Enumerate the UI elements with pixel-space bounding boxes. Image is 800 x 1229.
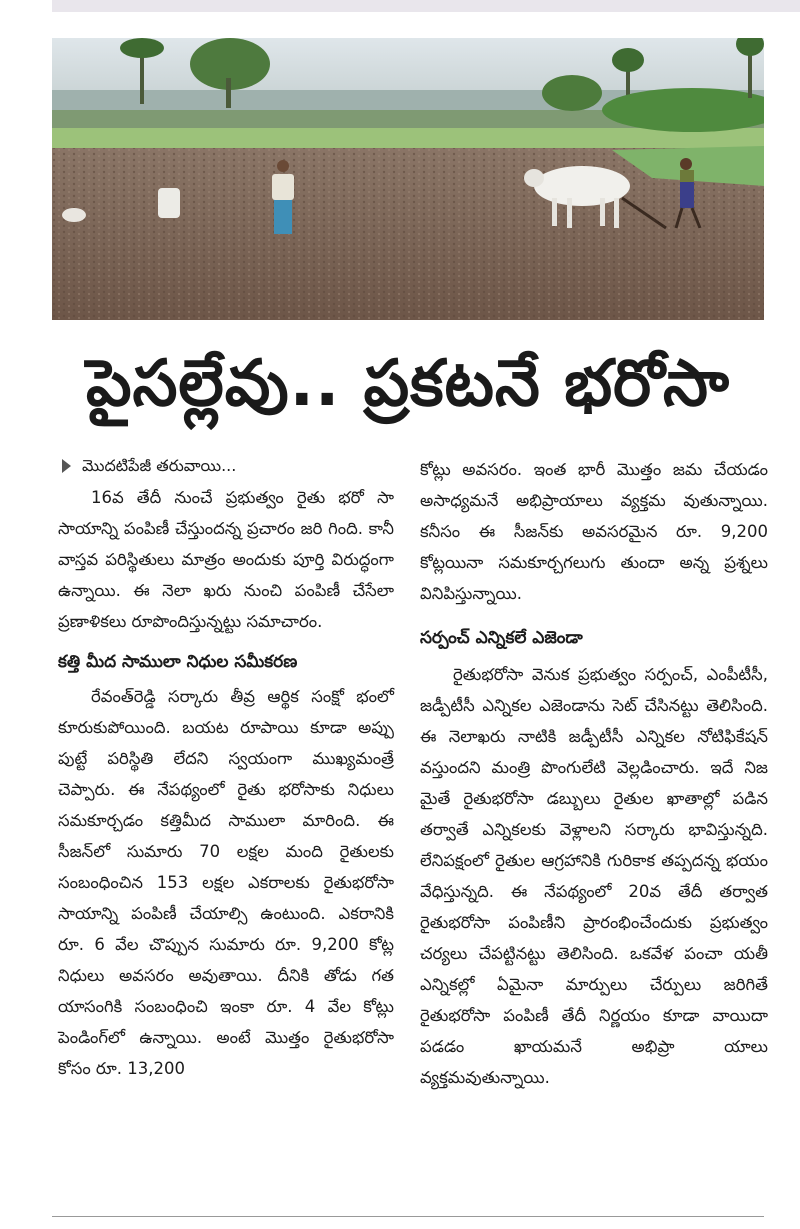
chevron-right-icon (58, 456, 76, 476)
farm-photo (52, 38, 764, 320)
left-subheading: కత్తి మీద సాములా నిధుల సమీకరణ (58, 652, 298, 672)
headline: పైసల్లేవు.. ప్రకటనే భరోసా (86, 347, 730, 421)
bottom-rule (52, 1216, 764, 1217)
top-band (52, 0, 800, 12)
left-column (58, 452, 394, 1084)
right-paragraph-2: రైతుభరోసా వెనుక ప్రభుత్వం సర్పంచ్, ఎంపీటీసీ, జడ్పీటీసీ ఎన్నికల ఎజెండాను సెట్ చేసినట్టు తెలిసింది. ఈ నెలాఖరు నాటికి జడ్పీటీసీ ఎన్నికల నోటిఫికేషన్ వస్తుందని మంత్రి పొంగులేటి వెల్లడించారు. ఇదే నిజ మైతే రైతుభరోసా డబ్బులు రైతుల ఖాతాల్లో పడిన తర్వాతే ఎన్నికలకు వెళ్లాలని సర్కారు భావిస్తున్నది. లేనిపక్షంలో రైతుల ఆగ్రహానికి గురికాక తప్పదన్న భయం వేధిస్తున్నది. ఈ నేపథ్యంలో 20వ తేదీ తర్వాత రైతుభరోసా పంపిణీని ప్రారంభించేందుకు ప్రభుత్వం చర్యలు చేపట్టినట్టు తెలిసింది. ఒకవేళ పంచా యతీ ఎన్నికల్లో ఏమైనా మార్పులు చేర్పులు జరిగితే రైతుభరోసా పంపిణీ తేదీ నిర్ణయం కూడా వాయిదా పడడం ఖాయమనే అభిప్రా యాలు వ్యక్తమవుతున్నాయి. (420, 665, 768, 1087)
right-column (420, 454, 768, 1093)
right-subheading: సర్పంచ్ ఎన్నికలే ఎజెండా (420, 628, 583, 648)
continued-note (58, 452, 394, 480)
left-paragraph-1: 16వ తేదీ నుంచే ప్రభుత్వం రైతు భరో సా సాయాన్ని పంపిణీ చేస్తుందన్న ప్రచారం జరి గింది. కానీ వాస్తవ పరిస్థితులు మాత్రం అందుకు పూర్తి విరుద్ధంగా ఉన్నాయి. ఈ నెలా ఖరు నుంచి పంపిణీ చేసేలా ప్రణాళికలు రూపొందిస్తున్నట్టు సమాచారం. (58, 488, 394, 631)
left-paragraph-2: రేవంత్‌రెడ్డి సర్కారు తీవ్ర ఆర్థిక సంక్షో భంలో కూరుకుపోయింది. బయట రూపాయి కూడా అప్పు పుట్టే పరిస్థితి లేదని స్వయంగా ముఖ్యమంత్రే చెప్పారు. ఈ నేపథ్యంలో రైతు భరోసాకు నిధులు సమకూర్చడం కత్తిమీద సాములా మారింది. ఈ సీజన్‌లో సుమారు 70 లక్షల మంది రైతులకు సంబంధించిన 153 లక్షల ఎకరాలకు రైతుభరోసా సాయాన్ని పంపిణీ చేయాల్సి ఉంటుంది. ఎకరానికి రూ. 6 వేల చొప్పున సుమారు రూ. 9,200 కోట్ల నిధులు అవసరం అవుతాయి. దీనికి తోడు గత యాసంగికి సంబంధించి ఇంకా రూ. 4 వేల కోట్లు పెండింగ్‌లో ఉన్నాయి. అంటే మొత్తం రైతుభరోసా కోసం రూ. 13,200 (58, 687, 394, 1078)
farm-photo-illustration (52, 38, 764, 320)
right-paragraph-1: కోట్లు అవసరం. ఇంత భారీ మొత్తం జమ చేయడం అసాధ్యమనే అభిప్రాయాలు వ్యక్తమ వుతున్నాయి. కనీసం ఈ సీజన్‌కు అవసరమైన రూ. 9,200 కోట్లయినా సమకూర్చగలుగు తుందా అన్న ప్రశ్నలు వినిపిస్తున్నాయి. (420, 460, 768, 603)
continued-label: మొదటిపేజీ తరువాయి... (82, 456, 237, 475)
